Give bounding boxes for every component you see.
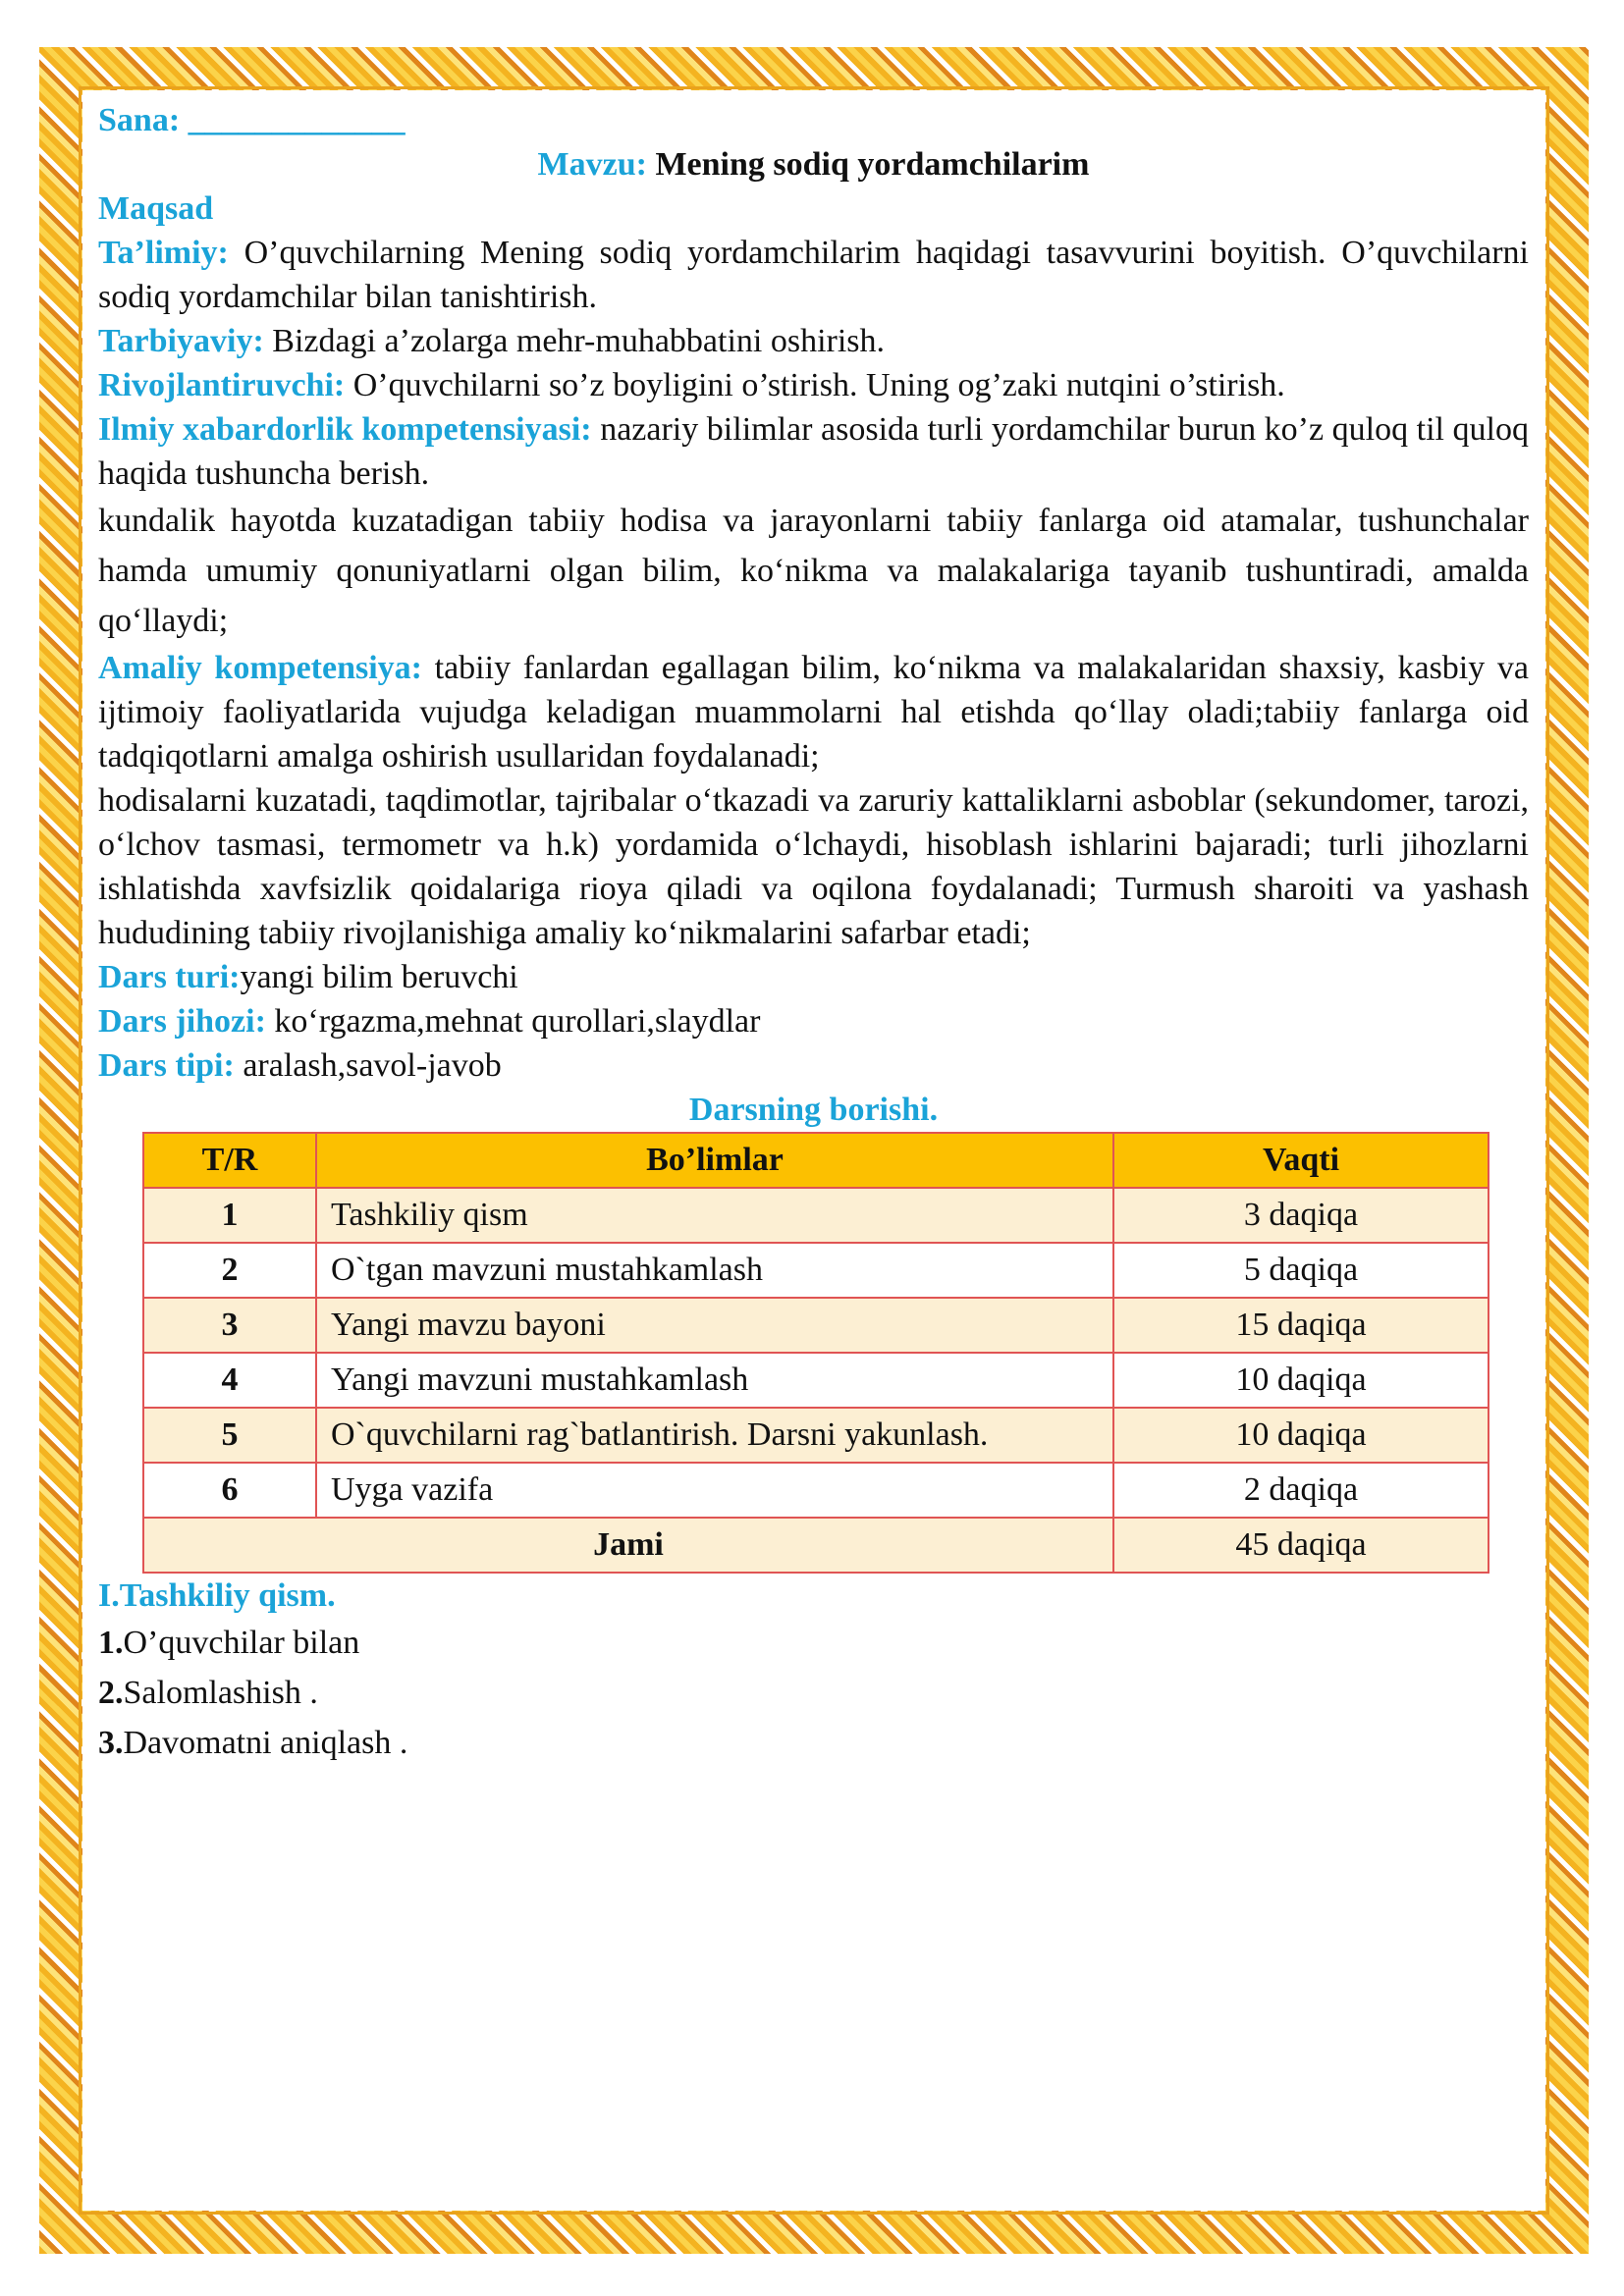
row-name: Yangi mavzuni mustahkamlash — [316, 1353, 1113, 1408]
list-item-text: Davomatni aniqlash . — [123, 1725, 408, 1761]
ilmiy-label: Ilmiy xabardorlik kompetensiyasi: — [98, 411, 592, 448]
table-row — [143, 1463, 1489, 1518]
talimiy-paragraph — [98, 231, 1529, 319]
table-row — [143, 1353, 1489, 1408]
rivojlantiruvchi-text: O’quvchilarni so’z boyligini o’stirish. Uning og’zaki nutqini o’stirish. — [345, 367, 1285, 403]
lesson-plan-table — [142, 1132, 1489, 1574]
row-name: Uyga vazifa — [316, 1463, 1113, 1518]
topic-label: Mavzu: — [537, 146, 647, 183]
date-label: Sana: — [98, 102, 181, 138]
tarbiyaviy-paragraph — [98, 319, 1529, 363]
table-header-row — [143, 1133, 1489, 1188]
ilmiy-paragraph — [98, 407, 1529, 496]
header-sections: Bo’limlar — [316, 1133, 1113, 1188]
dars-tipi-label: Dars tipi: — [98, 1047, 235, 1084]
row-name: Yangi mavzu bayoni — [316, 1298, 1113, 1353]
plan-title-line — [98, 1088, 1529, 1132]
date-line — [98, 98, 1529, 142]
row-time: 10 daqiqa — [1113, 1353, 1489, 1408]
list-item-text: O’quvchilar bilan — [123, 1625, 360, 1661]
plan-title: Darsning borishi. — [688, 1092, 939, 1128]
header-time: Vaqti — [1113, 1133, 1489, 1188]
row-time: 10 daqiqa — [1113, 1408, 1489, 1463]
row-number: 1 — [143, 1188, 316, 1243]
table-row — [143, 1188, 1489, 1243]
amaliy-paragraph — [98, 646, 1529, 778]
table-total-row — [143, 1518, 1489, 1573]
amaliy-text: tabiiy fanlardan egallagan bilim, ko‘nikma va malakalaridan shaxsiy, kasbiy va ijtimoiy faoliyatlarida vujudga keladigan muammolarni hal etishda qo‘llay oladi;tabiiy fanlarga oid tadqiqotlarni amalga oshirish usullaridan foydalanadi; — [98, 650, 1529, 774]
document-content — [98, 98, 1529, 1768]
list-item — [98, 1718, 1529, 1768]
list-item-number: 3. — [98, 1725, 124, 1761]
row-number: 5 — [143, 1408, 316, 1463]
dars-tipi-text: aralash,savol-javob — [234, 1047, 502, 1084]
row-time: 2 daqiqa — [1113, 1463, 1489, 1518]
rivojlantiruvchi-paragraph — [98, 363, 1529, 407]
row-name: Tashkiliy qism — [316, 1188, 1113, 1243]
row-number: 3 — [143, 1298, 316, 1353]
table-row — [143, 1408, 1489, 1463]
row-number: 4 — [143, 1353, 316, 1408]
row-time: 5 daqiqa — [1113, 1243, 1489, 1298]
list-item-number: 2. — [98, 1675, 124, 1711]
talimiy-label: Ta’limiy: — [98, 235, 229, 271]
rivojlantiruvchi-label: Rivojlantiruvchi: — [98, 367, 346, 403]
row-number: 6 — [143, 1463, 316, 1518]
row-number: 2 — [143, 1243, 316, 1298]
topic-line — [98, 142, 1529, 187]
dars-jihozi-text: ko‘rgazma,mehnat qurollari,slaydlar — [265, 1003, 761, 1040]
row-name: O`tgan mavzuni mustahkamlash — [316, 1243, 1113, 1298]
table-row — [143, 1243, 1489, 1298]
row-time: 3 daqiqa — [1113, 1188, 1489, 1243]
talimiy-text: O’quvchilarning Mening sodiq yordamchilarim haqidagi tasavvurini boyitish. O’quvchilarni sodiq yordamchilar bilan tanishtirish. — [98, 235, 1529, 315]
amaliy-label: Amaliy kompetensiya: — [98, 650, 422, 686]
part1-heading: I.Tashkiliy qism. — [98, 1577, 336, 1614]
total-time: 45 daqiqa — [1113, 1518, 1489, 1573]
list-item — [98, 1668, 1529, 1718]
ilmiy-text: nazariy bilimlar asosida turli yordamchilar burun ko’z quloq til quloq haqida tushuncha berish. — [98, 411, 1529, 492]
total-label: Jami — [143, 1518, 1113, 1573]
list-item-number: 1. — [98, 1625, 124, 1661]
amaliy-extra-paragraph: hodisalarni kuzatadi, taqdimotlar, tajribalar o‘tkazadi va zaruriy kattaliklarni asboblar (sekundomer, tarozi, o‘lchov tasmasi, termometr va h.k) yordamida o‘lchaydi, hisoblash ishlarini bajaradi; turli jihozlarni ishlatishda xavfsizlik qoidalariga rioya qiladi va oqilona foydalanadi; Turmush sharoiti va yashash hududining tabiiy rivojlanishiga amaliy ko‘nikmalarini safarbar etadi; — [98, 782, 1529, 951]
list-item-text: Salomlashish . — [123, 1675, 318, 1711]
header-tr: T/R — [143, 1133, 316, 1188]
row-name: O`quvchilarni rag`batlantirish. Darsni yakunlash. — [316, 1408, 1113, 1463]
dars-turi-line — [98, 955, 1529, 999]
dars-jihozi-line — [98, 999, 1529, 1043]
tarbiyaviy-label: Tarbiyaviy: — [98, 323, 264, 359]
dars-jihozi-label: Dars jihozi: — [98, 1003, 266, 1040]
row-time: 15 daqiqa — [1113, 1298, 1489, 1353]
tarbiyaviy-text: Bizdagi a’zolarga mehr-muhabbatini oshirish. — [263, 323, 886, 359]
ilmiy-extra-paragraph: kundalik hayotda kuzatadigan tabiiy hodisa va jarayonlarni tabiiy fanlarga oid atamalar, tushunchalar hamda umumiy qonuniyatlarni olgan bilim, ko‘nikma va malakalariga tayanib tushuntiradi, amalda qo‘llaydi; — [98, 503, 1529, 639]
dars-turi-label: Dars turi: — [98, 959, 241, 995]
dars-tipi-line — [98, 1043, 1529, 1088]
list-item — [98, 1618, 1529, 1668]
topic-value: Mening sodiq yordamchilarim — [655, 146, 1090, 183]
dars-turi-text: yangi bilim beruvchi — [240, 959, 518, 995]
goal-heading-text: Maqsad — [98, 190, 214, 227]
date-blank: _____________ — [188, 102, 406, 138]
goal-heading — [98, 187, 1529, 231]
table-row — [143, 1298, 1489, 1353]
part1-heading-line — [98, 1574, 1529, 1618]
